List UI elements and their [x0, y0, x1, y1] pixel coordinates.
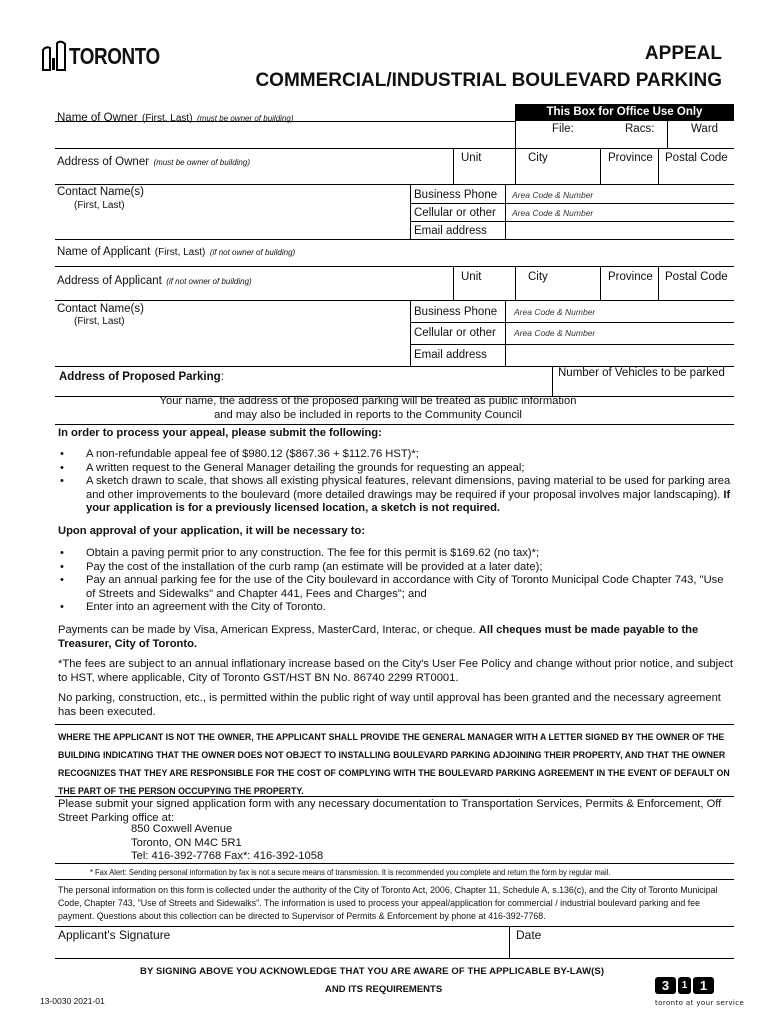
office-file: File: — [552, 123, 574, 135]
badge-digit: 1 — [693, 977, 714, 994]
date-field[interactable] — [511, 944, 733, 958]
applicant-city-label: City — [528, 271, 548, 283]
applicant-email-label: Email address — [414, 349, 487, 361]
list-item: • A non-refundable appeal fee of $980.12 ($867.36 + $112.76 HST)*; — [58, 448, 734, 462]
fees-note: *The fees are subject to an annual inflationary increase based on the City's User Fee Policy and change without prior notice, and subject to HST, where applicable, City of Toronto GST/HST BN No. 86740 2299 RT0001. — [58, 658, 734, 684]
owner-province-label: Province — [608, 152, 653, 164]
applicant-signature-label: Applicant's Signature — [58, 928, 171, 942]
public-info-notice: Your name, the address of the proposed parking will be treated as public information and may also be included in reports to the Community Council — [159, 395, 577, 421]
submit-instructions: Please submit your signed application form with any necessary documentation to Transportation Services, Permits & Enforcement, Off Street Parking office at: — [58, 798, 722, 824]
title-line-1: APPEAL — [644, 43, 722, 64]
owner-phone-field[interactable]: Area Code & Number — [512, 190, 594, 200]
applicant-unit-label: Unit — [461, 271, 482, 283]
office-racs: Racs: — [625, 123, 655, 135]
title-line-2: COMMERCIAL/INDUSTRIAL BOULEVARD PARKING — [255, 70, 722, 91]
owner-email-label: Email address — [414, 225, 487, 237]
list-item: • A sketch drawn to scale, that shows all existing physical features, relevant dimensions, paving material to be used for parking area and other improvements to the boulevard (more detailed drawings may be required if your proposal involves major landscaping). If your application is for a previously licensed location, a sketch is not required. — [58, 475, 734, 516]
applicant-contact-label: Contact Name(s) — [57, 303, 144, 315]
approval-list — [58, 547, 734, 615]
applicant-contact-hint: (First, Last) — [74, 316, 125, 327]
owner-contact-label: Contact Name(s) — [57, 186, 144, 198]
list-item: • Pay an annual parking fee for the use of the City boulevard in accordance with City of Toronto Municipal Code Chapter 743, "Use of Streets and Sidewalks" and Chapter 441, Fees and Charges"; and — [58, 574, 734, 601]
badge-digit: 1 — [678, 977, 691, 994]
list-item: • Enter into an agreement with the City of Toronto. — [58, 601, 734, 615]
list-item: • Obtain a paving permit prior to any construction. The fee for this permit is $169.62 (no tax)*; — [58, 547, 734, 561]
office-address: 850 Coxwell Avenue Toronto, ON M4C 5R1 Tel: 416-392-7768 Fax*: 416-392-1058 — [131, 823, 324, 862]
no-parking-note: No parking, construction, etc., is permitted within the public right of way until approval has been granted and the necessary agreement has been executed. — [58, 692, 721, 718]
tagline: toronto at your service — [655, 999, 745, 1007]
applicant-province-label: Province — [608, 271, 653, 283]
owner-letter-requirement: WHERE THE APPLICANT IS NOT THE OWNER, THE APPLICANT SHALL PROVIDE THE GENERAL MANAGER WITH A LETTER SIGNED BY THE OWNER OF THE BUILDING INDICATING THAT THE OWNER DOES NOT OBJECT TO INSTALLING BOULEVARD PARKING ADJOINING THEIR PROPERTY, AND THAT THE OWNER RECOGNIZES THAT THEY ARE RESPONSIBLE FOR THE COST OF COMPLYING WITH THE BOULEVARD PARKING AGREEMENT IN THE EVENT OF DEFAULT ON THE PART OF THE PERSON OCCUPYING THE PROPERTY. — [58, 732, 730, 796]
owner-postal-label: Postal Code — [665, 152, 728, 164]
applicant-name-label: Name of Applicant (First, Last) (if not owner of building) — [57, 246, 296, 258]
office-ward: Ward — [691, 123, 719, 135]
fax-alert: * Fax Alert: Sending personal information by fax is not a secure means of transmission. It is recommended you complete and return the form by regular mail. — [90, 868, 611, 877]
owner-address-field[interactable] — [55, 149, 453, 183]
logo-wordmark: TORONTO — [69, 42, 160, 69]
applicant-phone-field[interactable]: Area Code & Number — [514, 307, 596, 317]
vehicles-label: Number of Vehicles to be parked — [558, 367, 725, 379]
owner-name-field[interactable] — [55, 122, 515, 147]
owner-business-phone-label: Business Phone — [414, 189, 498, 201]
applicant-email-field[interactable] — [507, 345, 734, 365]
owner-address-label: Address of Owner (must be owner of building) — [57, 156, 250, 168]
owner-contact-hint: (First, Last) — [74, 200, 125, 211]
owner-name-label: Name of Owner (First, Last) (must be owner of building) — [57, 112, 294, 124]
badge-digit: 3 — [655, 977, 676, 994]
page-title — [255, 40, 722, 94]
acknowledgement-line-1: BY SIGNING ABOVE YOU ACKNOWLEDGE THAT YOU ARE AWARE OF THE APPLICABLE BY-LAW(S) — [140, 966, 605, 977]
applicant-postal-label: Postal Code — [665, 271, 728, 283]
office-use-header: This Box for Office Use Only — [515, 104, 734, 121]
proposed-parking-label: Address of Proposed Parking: — [59, 371, 224, 383]
list-item: • Pay the cost of the installation of the curb ramp (an estimate will be provided at a later date); — [58, 561, 734, 575]
process-list — [58, 448, 734, 516]
list-item: • A written request to the General Manager detailing the grounds for requesting an appeal; — [58, 462, 734, 476]
privacy-statement: The personal information on this form is collected under the authority of the City of Toronto Act, 2006, Chapter 11, Schedule A, s.136(c), and the City of Toronto Municipal Code, Chapter 743, "Use of Streets and Sidewalks". The information is used to process your appeal/application for commercial / industrial boulevard parking and fee payment. Questions about this collection can be directed to Supervisor of Permits & Enforcement by phone at 416-392-7768. — [58, 885, 718, 922]
owner-email-field[interactable] — [507, 222, 734, 239]
date-label: Date — [516, 928, 542, 942]
applicant-cell-field[interactable]: Area Code & Number — [514, 328, 596, 338]
process-heading: In order to process your appeal, please submit the following: — [58, 427, 382, 439]
applicant-name-field[interactable] — [55, 254, 734, 266]
applicant-address-label: Address of Applicant (if not owner of building) — [57, 275, 252, 287]
payment-info: Payments can be made by Visa, American Express, MasterCard, Interac, or cheque. All cheques must be made payable to the Treasurer, City of Toronto. — [58, 624, 699, 650]
owner-cell-field[interactable]: Area Code & Number — [512, 208, 594, 218]
applicant-business-phone-label: Business Phone — [414, 306, 498, 318]
toronto-logo — [42, 40, 180, 72]
311-badge — [655, 977, 714, 994]
acknowledgement-line-2: AND ITS REQUIREMENTS — [325, 984, 443, 995]
applicant-cellular-label: Cellular or other — [414, 327, 496, 339]
owner-cellular-label: Cellular or other — [414, 207, 496, 219]
form-number: 13-0030 2021-01 — [40, 996, 105, 1006]
signature-field[interactable] — [56, 944, 508, 958]
approval-heading: Upon approval of your application, it will be necessary to: — [58, 525, 366, 537]
owner-unit-label: Unit — [461, 152, 482, 164]
owner-city-label: City — [528, 152, 548, 164]
city-hall-icon — [42, 40, 66, 72]
